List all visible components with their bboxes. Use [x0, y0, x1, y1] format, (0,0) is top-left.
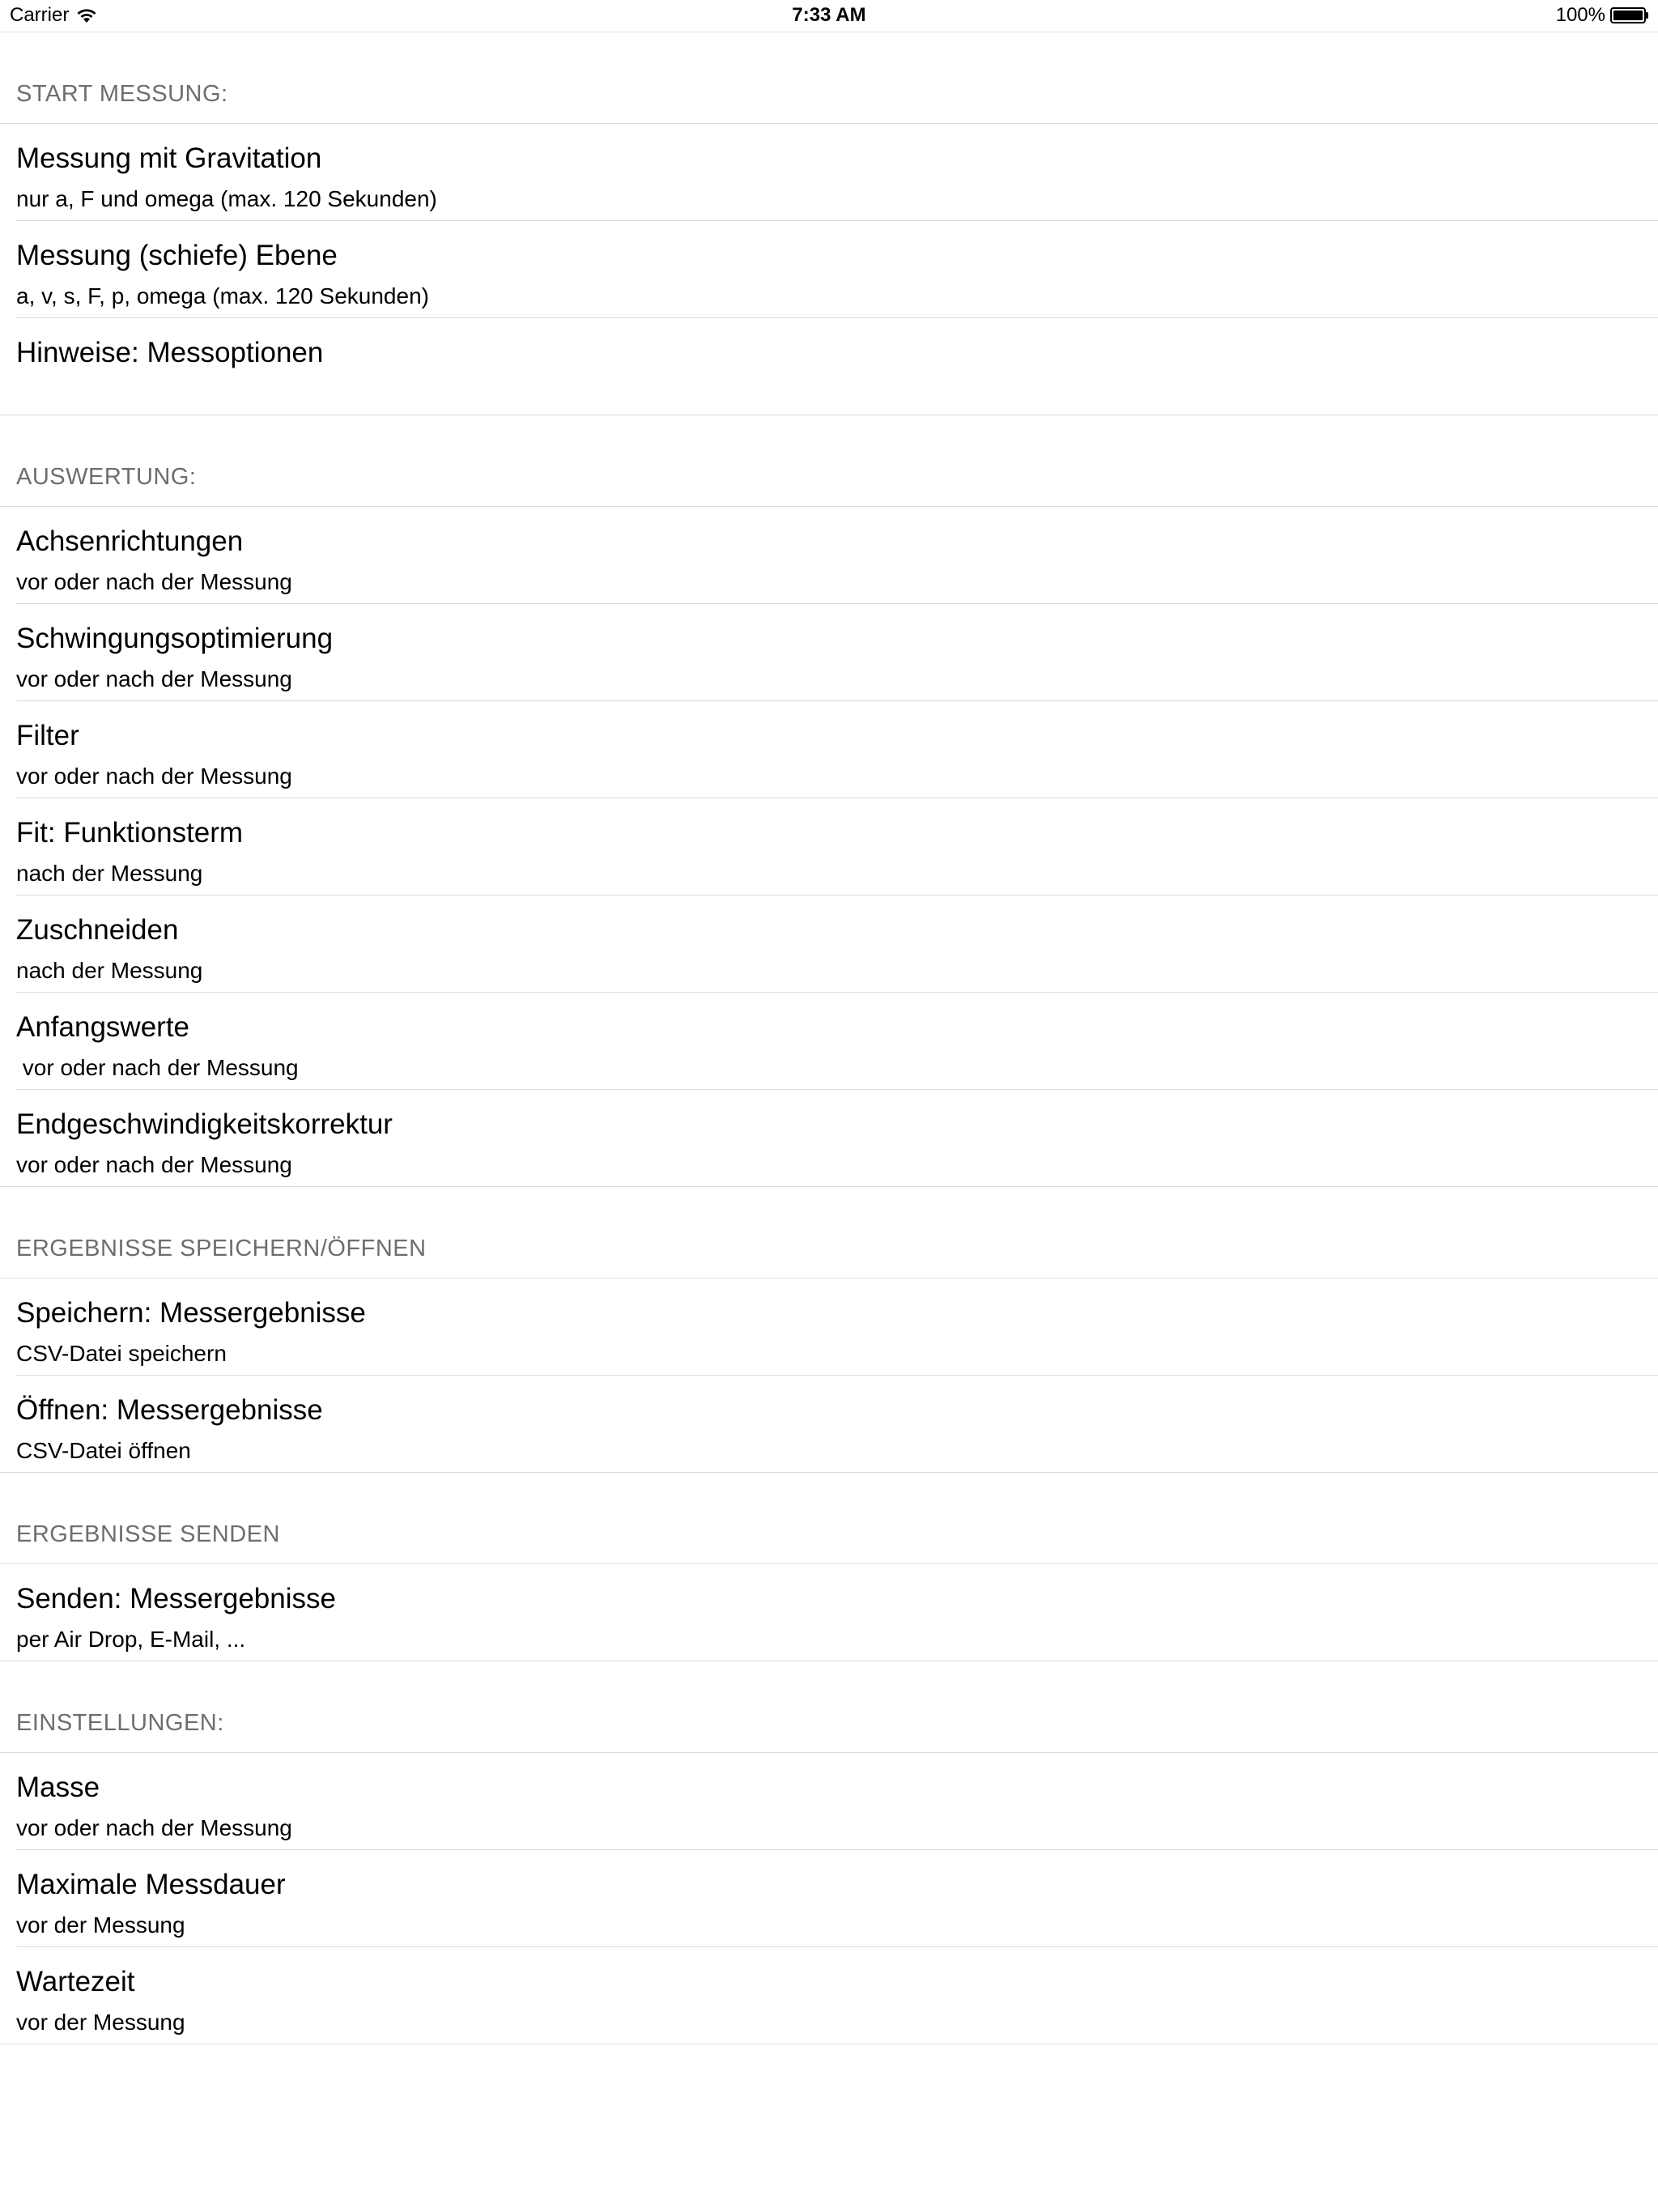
table-row[interactable] — [0, 1564, 1658, 1661]
section-header: EINSTELLUNGEN: — [0, 1661, 1658, 1753]
table-row[interactable] — [0, 895, 1658, 993]
row-title: Senden: Messergebnisse — [16, 1583, 336, 1614]
battery-percent: 100% — [1555, 4, 1605, 26]
status-bar — [0, 0, 1658, 32]
row-subtitle: vor oder nach der Messung — [16, 1152, 292, 1177]
table-row[interactable] — [0, 701, 1658, 798]
row-subtitle: CSV-Datei speichern — [16, 1341, 227, 1366]
battery-fill — [1613, 11, 1643, 20]
row-title: Schwingungsoptimierung — [16, 623, 334, 654]
row-title: Masse — [16, 1772, 100, 1803]
row-title: Filter — [16, 720, 79, 751]
table-row[interactable] — [0, 221, 1658, 318]
row-subtitle: nach der Messung — [16, 958, 203, 983]
table-row[interactable] — [0, 798, 1658, 895]
row-subtitle: vor oder nach der Messung — [16, 569, 292, 594]
row-subtitle: vor der Messung — [16, 2010, 185, 2035]
row-subtitle: vor oder nach der Messung — [16, 1055, 299, 1080]
table-row[interactable] — [0, 1850, 1658, 1947]
battery-indicator — [1556, 4, 1648, 27]
row-subtitle: a, v, s, F, p, omega (max. 120 Sekunden) — [16, 283, 429, 308]
row-subtitle: CSV-Datei öffnen — [16, 1438, 191, 1463]
table-row[interactable] — [0, 124, 1658, 221]
table-row[interactable] — [0, 1947, 1658, 2044]
row-title: Fit: Funktionsterm — [16, 817, 244, 849]
row-title: Öffnen: Messergebnisse — [16, 1394, 323, 1426]
table-row[interactable] — [0, 1753, 1658, 1850]
row-subtitle: vor oder nach der Messung — [16, 1815, 292, 1840]
settings-table — [0, 32, 1658, 2044]
section-header: ERGEBNISSE SPEICHERN/ÖFFNEN — [0, 1187, 1658, 1278]
section-header: START MESSUNG: — [0, 32, 1658, 124]
table-row[interactable] — [0, 1090, 1658, 1187]
row-subtitle: per Air Drop, E-Mail, ... — [16, 1627, 246, 1652]
row-title: Anfangswerte — [16, 1011, 190, 1043]
row-subtitle: vor der Messung — [16, 1912, 185, 1938]
section-header: AUSWERTUNG: — [0, 415, 1658, 507]
table-row[interactable] — [0, 318, 1658, 415]
row-title: Messung (schiefe) Ebene — [16, 240, 338, 271]
row-title: Speichern: Messergebnisse — [16, 1297, 366, 1329]
row-title: Hinweise: Messoptionen — [16, 337, 324, 368]
row-title: Zuschneiden — [16, 914, 179, 946]
row-subtitle: nur a, F und omega (max. 120 Sekunden) — [16, 186, 437, 211]
section-header: ERGEBNISSE SENDEN — [0, 1473, 1658, 1564]
table-row[interactable] — [0, 604, 1658, 701]
battery-tip — [1646, 12, 1648, 19]
table-row[interactable] — [0, 1376, 1658, 1473]
status-time: 7:33 AM — [792, 4, 866, 26]
row-title: Endgeschwindigkeitskorrektur — [16, 1108, 393, 1140]
row-subtitle: nach der Messung — [16, 861, 203, 886]
carrier-label: Carrier — [10, 4, 70, 26]
table-row[interactable] — [0, 507, 1658, 604]
row-subtitle: vor oder nach der Messung — [16, 666, 292, 691]
row-title: Wartezeit — [16, 1966, 135, 1997]
row-title: Messung mit Gravitation — [16, 143, 322, 174]
table-row[interactable] — [0, 1278, 1658, 1376]
row-title: Maximale Messdauer — [16, 1869, 286, 1900]
battery-icon — [1610, 7, 1646, 23]
row-subtitle: vor oder nach der Messung — [16, 764, 292, 789]
row-title: Achsenrichtungen — [16, 525, 244, 557]
table-row[interactable] — [0, 993, 1658, 1090]
